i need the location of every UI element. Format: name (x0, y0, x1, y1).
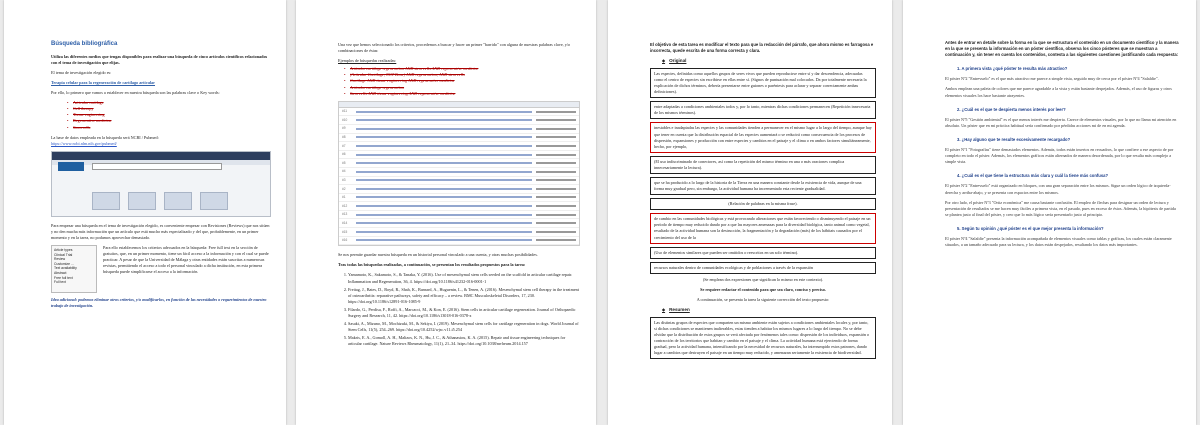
question-3: 3. ¿Hay alguno que te resulte excesivamente recargado? (957, 136, 1071, 142)
additional-note: Idea adicional: podemos eliminar otros criterios, y/o modificarlos, en función de las necesidades o requerimientos de nuestro trabajo de investigación. (51, 297, 267, 309)
search-example: • Stem cells AND tissue engineering AND regenerative medicine (350, 91, 580, 97)
filter-sidebar-image (51, 245, 97, 293)
keyword-item: • Tissue engineering (73, 112, 272, 118)
text-box: entre adaptadas a condiciones ambientales todos y, por lo tanto, mientras dichas condiciones permanecen (Repetición innecesaria de los mismos términos). (650, 101, 876, 119)
table-row: #9 (339, 125, 579, 134)
text-box: de cambio en las comunidades biológicas y está provocando alteraciones que están favoreciendo o disminuyendo el paisaje en un período de tiempo muy reducido dando por a que las mayores amenazas para la diversidad biológica, tanto animal como vegetal, resultado de la actividad humana son la destrucción, la fragmentación y la degradación (más) de los hábitats causados por el crecimiento del uso de la (650, 213, 876, 243)
document-page-4 (903, 0, 1196, 425)
reference-item: 4. Sasaki, A., Mizuno, M., Mochizuki, M., & Sekiya, I. (2019). Mesenchymal stem cells for cartilage regeneration in dogs. World Journal of Stem Cells, 11(5), 254–269. https://doi.org/10.4252/wjsc.v11.i5.254 (348, 321, 580, 333)
filter-item: Customize ... (54, 261, 74, 266)
text-box: recursos naturales dentro de comunidades ecológicas y de poblaciones a través de la expansión (650, 262, 876, 274)
text-box: (Uso de elementos similares que pueden ser omitidos o reescritos en un solo término). (650, 247, 876, 259)
note-paren: (Se emplean dos expresiones que significan lo mismo en este contexto). (702, 276, 824, 282)
browser-bar (52, 152, 270, 160)
summary-box: Las distintas grupos de especies que comparten un mismo ambiente están sujetos a condiciones ambientales locales y, por tanto, si dichas condiciones se mantienen inalterables, estas tienden a habitar los mismos lugares a lo largo del tiempo. No se debe olvidar que la distribución de estos grupos se verá afectada por fenómenos tales como: dispersión de los individuos, expansión o contracción de los territorios que habitan y cambio en el paisaje y el clima. La actividad humana está ejerciendo de forma gradual, pero la actividad humana, intensificando por la necesidad de recursos naturales, ha interrumpido estos patrones, dando lugar a cambios que destruyen el paisaje en un tiempo muy reducido, y amenazan seriamente la existencia de biodiversidad. (650, 317, 876, 360)
reference-item: 5. Makris, E. A., Gomoll, A. H., Malizos, K. N., Hu, J. C., & Athanasiou, K. A. (2015). Repair and tissue engineering techniques for articular cartilage. Nature Reviews Rheumatology, 11(1), 21–34. https://doi.org/10.1038/nrrheum.2014.157 (348, 335, 580, 347)
table-row: #5 (339, 159, 579, 168)
keyword-item: • Stem cells (73, 125, 272, 131)
table-row: #12 (339, 202, 579, 211)
answer-4a: El póster Nº2 "Entrevuelo" está organizado en bloques, con una gran separación entre los mismos. Sigue un orden lógico de izquierda-derecha y arriba-abajo, y se presenta con espacios entre los mismos. (945, 183, 1171, 195)
filter-paragraph: Para ello establecemos los criterios adecuados en la búsqueda: Free full text en la sección de gratuitos, que, en un primer momento, tiene un fácil acceso a la información y con el cual se puede practicar. A pesar de que la Universidad de Málaga y otras entidades están suscritas a numerosas revistas, permitiendo el acceso a todo el personal vinculado a dicha institución, en esta primera búsqueda puede simplificarse el acceso a la información. (103, 245, 269, 275)
next-step: Se requiere redactar el contenido para que sea claro, conciso y preciso. (700, 286, 826, 292)
ncbi-logo (58, 162, 84, 171)
search-history-table (338, 101, 580, 247)
keywords-intro: Por ello, lo primero que vamos a establecer en nuestra búsqueda son las palabras clave o Key words: (51, 90, 220, 96)
table-row: #2 (339, 185, 579, 194)
answer-4b: Por otro lado, el póster Nº3 "Ortiz económica" me causa bastante confusión. El empleo de flechas para designar un orden de lectura y presentación de resultados se me hacen muy fáciles a primera vista, en el pasado, pues en exceso de éstos. Además, la hipótesis de partida se plantea justo al final del póster, y creo que lo más lógico sería presentarlo justo al principio. (945, 199, 1176, 217)
filter-item: Free full text (54, 275, 73, 280)
answer-1b: Ambos emplean una paleta de colores que me parece agradable a la vista y están bastante despejados. Además, el uso de figuras y otros elementos visuales los hace bastante atrayentes. (945, 86, 1172, 98)
document-page-1 (4, 0, 286, 425)
answer-2a: El póster Nº5 "Gestión ambiental" es el que menos interés me despierta. Carece de elementos visuales, por lo que no llama mi atención en absoluto. Un póster que en mi práctica habitual sería confirmado por pérdidas acciones mi de en mi agenda. (945, 116, 1177, 128)
table-row: #7 (339, 142, 579, 151)
selected-intro: Tras todas las búsquedas realizadas, a continuación, se presentan los resultados propuestos para la tarea: (338, 262, 526, 268)
search-example: • Articular cartilage regeneration (350, 85, 580, 91)
table-row: #4 (339, 168, 579, 177)
table-row: #8 (339, 134, 579, 143)
filter-item: Clinical Trial (54, 252, 73, 257)
filter-item: Article types (54, 248, 73, 253)
reference-item: 2. Freitag, J., Bates, D., Boyd, R., Shah, K., Barnard, A., Huguenin, L., & Tenen, A. (2016). Mesenchymal stem cell therapy in the treatment of osteoarthritis: reparative pathways, safety and efficacy – a review. BMC Musculoskeletal Disorders, 17, 230. https://doi.org/10.1186/s12891-016-1085-9 (348, 287, 580, 305)
keyword-item: • Regenerative medicine (73, 118, 272, 124)
topic-label: El tema de investigación elegido es: (51, 69, 112, 75)
reference-item: 3. Filardo, G., Perdisa, F., Roffi, A., Marcacci, M., & Kon, E. (2016). Stem cells in articular cartilage regeneration. Journal of Orthopaedic Surgery and Research, 11, 42. https://doi.org/10.1186/s13018-016-0378-x (348, 307, 580, 319)
search-example: • Cartilage AND tissue engineering AND regenerative medicine (350, 78, 580, 84)
table-row: #15 (339, 228, 579, 237)
text-box: (El uso indiscriminado de conectores, así como la repetición del mismo término en una o más oraciones complica innecesariamente la lectura). (650, 156, 876, 174)
document-page-2 (296, 0, 596, 425)
objective-text: El objetivo de esta tarea es modificar el texto para que la redacción del párrafo, que ahora mismo es farragosa e incorrecta, quede escrita de una forma correcta y clara. (650, 42, 874, 54)
table-row: #1 (339, 194, 579, 203)
question-1: 1. A primera vista ¿qué póster te resulta más atractivo? (957, 66, 1068, 72)
text-box: (Relación de palabras en la misma frase). (650, 198, 876, 210)
question-2: 2. ¿Cuál es el que te despierta menos interés por leer? (957, 106, 1066, 112)
keyword-item: • Cell therapy (73, 106, 272, 112)
search-paragraph: Para empezar una búsqueda en el tema de investigación elegido, es conveniente empezar con Revisiones (Reviews) que nos sitúen y no den mucha más información que un artículo que está mucho más especializado y del que, probablemente, en un primer momento y en la tarea, no podamos aprovechar demasiado. (51, 222, 270, 240)
question-5: 5. Según tu opinión ¿qué póster es el que mejor presenta la información? (957, 225, 1104, 231)
keyword-item: • Articular cartilage (73, 100, 272, 106)
followup-text: A continuación, se presenta la tarea la siguiente corrección del texto propuesto: (696, 297, 830, 302)
intro-text: Utiliza las diferentes medios que tengas disponibles para realizar una búsqueda de cinco artículos científicos relacionados con el tema de investigación que elijas. (51, 53, 268, 65)
examples-label: Ejemplos de búsquedas realizadas: (338, 58, 397, 64)
topic-title: Terapia celular para la regeneración de cartílago articular (51, 79, 156, 85)
filter-item: Abstract (54, 271, 67, 276)
keywords-list (51, 100, 272, 130)
search-intro: Una vez que hemos seleccionado los criterios, procedemos a buscar y hacer un primer "barrido" con alguna de nuestras palabras clave, y/o combinaciones de éstas: (338, 42, 571, 54)
feature-tiles (92, 192, 228, 210)
text-box: inestables e inadaptadas las especies y las comunidades tienden a permanecer en el mismo lugar a lo largo del tiempo, aunque hay que tener en cuenta que la distribución espacial de las especies aumentará o se reducirá como consecuencia de los procesos de dispersión, expansiones y producción con entre especies y cambios en el paisaje y el clima o en ambos factores simultáneamente, hecho, por ejemplo, (650, 122, 876, 152)
answer-5a: El póster Nº4 "Salaldie" presenta la información acompañada de elementos visuales como tablas y gráficas, los cuales están claramente situados, a un tamaño adecuado para su lectura, y los datos están despejados, resultando los datos más importantes. (945, 235, 1172, 248)
page-title: Búsqueda bibliográfica (51, 41, 118, 47)
question-4: 4. ¿Cuál es el que tiene la estructura más clara y cuál la tiene más confusa? (957, 173, 1109, 179)
filter-item: Review (54, 257, 66, 262)
document-page-3 (608, 0, 892, 425)
database-text: La base de datos empleada en la búsqueda será NCBI / Pubmed: (51, 134, 159, 140)
section-resumen: ◆ Resumen (662, 307, 876, 314)
text-box: que se ha producido a lo largo de la historia de la Tierra en una manera constante desde la existencia de vida, aunque de una forma muy gradual pero, sin embargo, la actividad humana ha incrementado esta reciente gradualidad. (650, 177, 876, 195)
table-row: #16 (339, 237, 579, 246)
answer-1a: El póster Nº2 "Entrevuelo" es el que más atractivo me parece a simple vista, seguido muy de cerca por el póster Nº4 "Salaldie". (945, 76, 1159, 82)
search-examples (338, 66, 580, 96)
filter-item: Text availability (54, 266, 77, 271)
search-example: • (Articular Cartilage, NOT Bone) AND regeneration, AND stem cells (350, 72, 580, 78)
table-row: #10 (339, 116, 579, 125)
table-row: #11 (339, 108, 579, 117)
table-row: #6 (339, 151, 579, 160)
text-box: Las especies, definidas como aquellos grupos de seres vivos que pueden reproducirse entre sí y dar descendencia, adecuadas como el centro de especies sin escribirse en ellas entre sí. (Signos de puntuación mal colocados. Da por totalmente necesaria la explicación de dichos términos, debería presentarse entre guiones o paréntesis para aclarar y separar correctamente ambas definiciones). (650, 68, 876, 98)
pubmed-link[interactable]: https://www.ncbi.nlm.nih.gov/pubmed/ (51, 140, 117, 146)
answer-3a: El póster Nº1 "Fotografías" tiene demasiados elementos. Además, todos están insertos en recuadros, lo que confiere a ese aspecto de por completo en todo el póster. Además, los elementos gráficos están alternados de manera desordenada, por lo que resulta más complejo a simple vista. (945, 147, 1174, 165)
table-row: #13 (339, 211, 579, 220)
table-row: #14 (339, 219, 579, 228)
reference-item: 1. Yamamoto, K., Sakamoto, S., & Tanaka, Y. (2016). Use of mesenchymal stem cells seeded on the scaffold in articular cartilage repair. Inflammation and Regeneration, 36, 4. https://doi.org/10.1186/s41232-016-0001-1 (348, 272, 580, 284)
history-text: Se nos permite guardar nuestra búsqueda en un historial personal vinculado a una cuenta, y otras muchas posibilidades. (338, 252, 538, 258)
pubmed-screenshot (51, 151, 271, 217)
reference-list (338, 272, 580, 347)
search-example: • Articular cartilage regeneration AND stem cells AND regenerative medicine (350, 66, 580, 72)
search-box-image (92, 163, 222, 170)
table-row: #3 (339, 177, 579, 186)
intro-text: Antes de entrar en detalle sobre la forma en la que se estructura el contenido en un documento científico y la manera en la que se presenta la información en un póster científico, observa los cinco pósteres que se muestran a continuación y, sin tener en cuenta los contenidos, contesta a las siguientes cuestiones justificando cada respuesta: (945, 40, 1179, 58)
filter-item: Full text (54, 280, 66, 285)
section-original: ◆ Original (662, 58, 876, 65)
